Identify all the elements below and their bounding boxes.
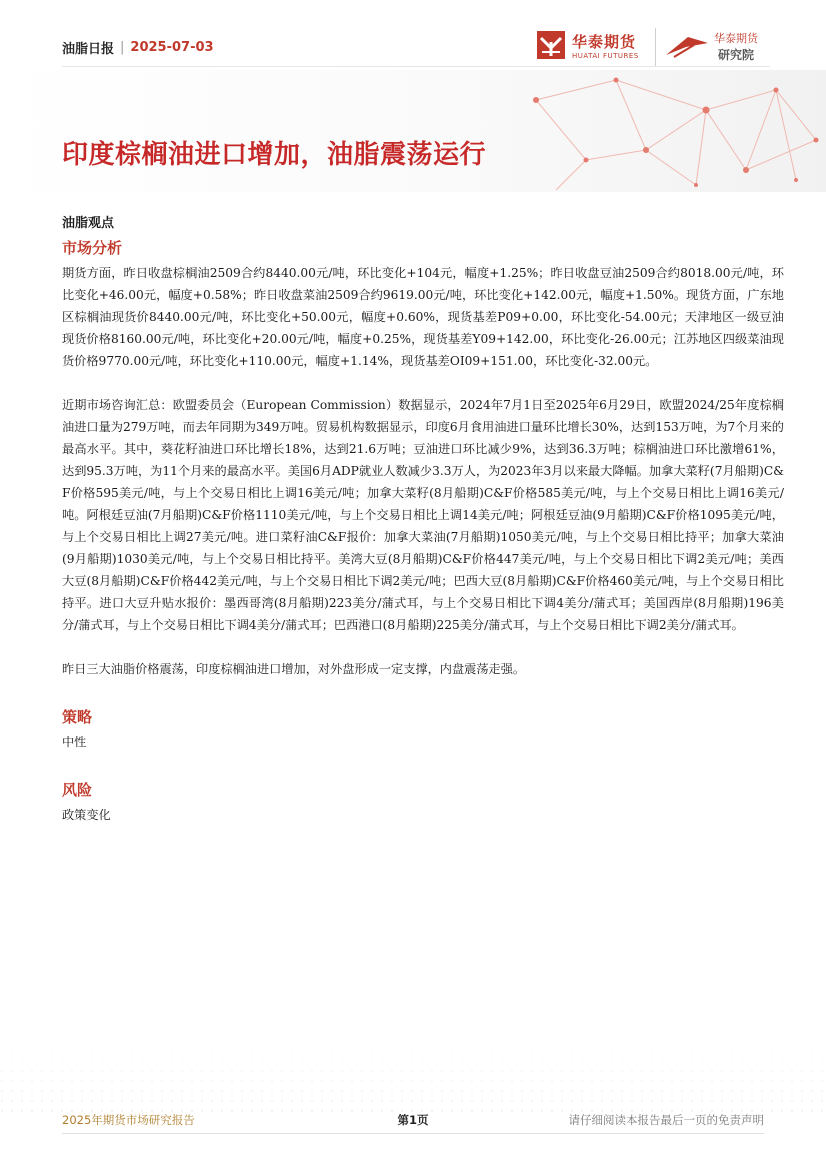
research-institute-logo	[664, 30, 758, 63]
logo-en-text: HUATAI FUTURES	[572, 51, 639, 60]
market-paragraph-2: 近期市场咨询汇总：欧盟委员会（European Commission）数据显示，2024年7月1日至2025年6月29日，欧盟2024/25年度棕榈油进口量为279万吨，而去年同期为349万吨。贸易机构数据显示，印度6月食用油进口量环比增长30%，达到153万吨，为7个月来的最高水平。其中，葵花籽油进口环比增长18%，达到21.6万吨；豆油进口环比减少9%，达到36.3万吨；棕榈油进口环比激增61%，达到95.3万吨，为11个月来的最高水平。美国6月ADP就业人数减少3.3万人，为2023年3月以来最大降幅。加拿大菜籽(7月船期)C&F价格595美元/吨，与上个交易日相比上调16美元/吨；加拿大菜籽(8月船期)C&F价格585美元/吨，与上个交易日相比上调16美元/吨。阿根廷豆油(7月船期)C&F价格1110美元/吨，与上个交易日相比上调14美元/吨；阿根廷豆油(9月船期)C&F价格1095美元/吨，与上个交易日相比上调27美元/吨。进口菜籽油C&F报价：加拿大菜油(7月船期)1050美元/吨，与上个交易日相比持平；加拿大菜油(9月船期)1030美元/吨，与上个交易日相比持平。美湾大豆(8月船期)C&F价格447美元/吨，与上个交易日相比下调2美元/吨；美西大豆(8月船期)C&F价格442美元/吨，与上个交易日相比下调2美元/吨；巴西大豆(8月船期)C&F价格460美元/吨，与上个交易日相比持平。进口大豆升贴水报价：墨西哥湾(8月船期)223美分/蒲式耳，与上个交易日相比下调4美分/蒲式耳；美国西岸(8月船期)196美分/蒲式耳，与上个交易日相比下调4美分/蒲式耳；巴西港口(8月船期)225美分/蒲式耳，与上个交易日相比下调2美分/蒲式耳。	[62, 398, 784, 632]
market-paragraph-1: 期货方面，昨日收盘棕榈油2509合约8440.00元/吨，环比变化+104元，幅度+1.25%；昨日收盘豆油2509合约8018.00元/吨，环比变化+46.00元，幅度+0.58%；昨日收盘菜油2509合约9619.00元/吨，环比变化+142.00元，幅度+1.50%。现货方面，广东地区棕榈油现货价8440.00元/吨，环比变化+50.00元，幅度+0.60%，现货基差P09+0.00，环比变化-54.00元；天津地区一级豆油现货价格8160.00元/吨，环比变化+20.00元/吨，幅度+0.25%，现货基差Y09+142.00，环比变化-26.00元；江苏地区四级菜油现货价格9770.00元/吨，环比变化+110.00元，幅度+1.14%，现货基差OI09+151.00，环比变化-32.00元。	[62, 266, 784, 368]
report-name: 油脂日报	[62, 42, 115, 57]
market-paragraph-3: 昨日三大油脂价格震荡，印度棕榈油进口增加，对外盘形成一定支撑，内盘震荡走强。	[62, 662, 526, 676]
risk-text: 政策变化	[62, 808, 111, 822]
report-content	[62, 212, 784, 826]
title-banner	[0, 70, 826, 192]
footer-report-series: 2025年期货市场研究报告	[62, 1113, 195, 1127]
section-kicker: 油脂观点	[62, 216, 115, 231]
strategy-heading: 策略	[62, 708, 93, 726]
logo-divider	[655, 28, 656, 66]
research-logo-icon	[664, 33, 710, 61]
logo-cn-text: 华泰期货	[572, 32, 637, 51]
logo2-line1: 华泰期货	[714, 32, 758, 45]
network-pattern-icon	[496, 70, 826, 192]
footer-rule	[62, 1133, 764, 1134]
page-number: 第1页	[397, 1113, 429, 1127]
disclaimer-note: 请仔细阅读本报告最后一页的免责声明	[568, 1113, 764, 1127]
header-separator: |	[120, 40, 125, 55]
report-date: 2025-07-03	[130, 40, 214, 55]
huatai-logo-icon	[536, 30, 566, 60]
report-header	[62, 38, 214, 57]
strategy-text: 中性	[62, 735, 87, 749]
page-title: 印度棕榈油进口增加，油脂震荡运行	[62, 140, 487, 170]
market-analysis-heading: 市场分析	[62, 239, 123, 257]
risk-heading: 风险	[62, 781, 93, 799]
header-rule	[62, 66, 770, 67]
footer-dot-pattern-icon	[0, 1029, 826, 1119]
huatai-futures-logo	[536, 30, 639, 60]
logo2-line2: 研究院	[717, 48, 754, 62]
page-footer	[62, 1112, 764, 1128]
